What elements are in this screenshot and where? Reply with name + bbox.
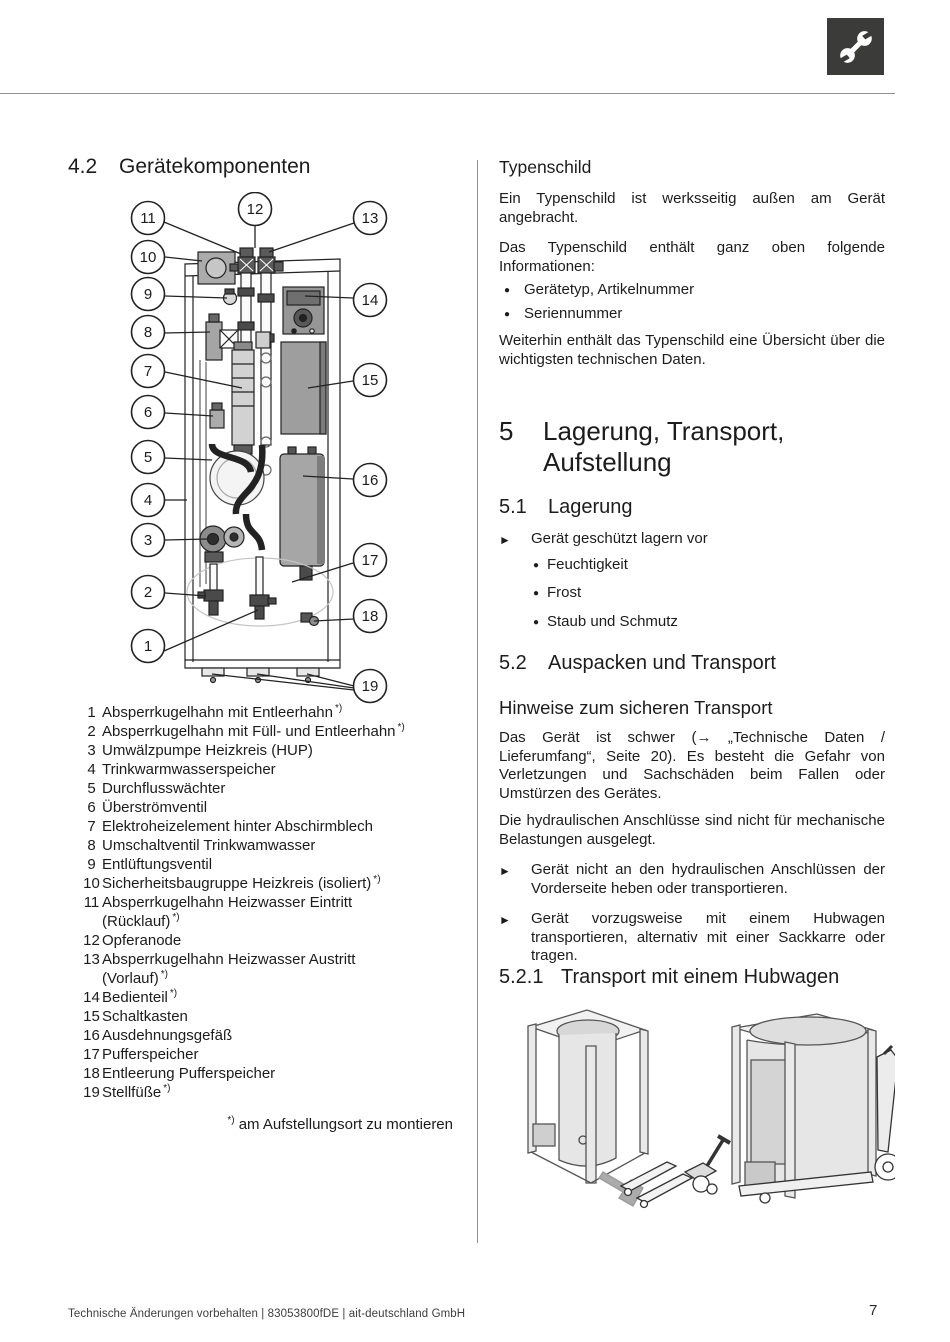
callout-number: 7	[143, 363, 153, 381]
bullet-item: ● Feuchtigkeit	[533, 556, 628, 573]
section-5-2-number: 5.2	[499, 652, 527, 674]
callout-number: 3	[143, 532, 153, 550]
legend-item: 9 Entlüftungsventil	[87, 856, 213, 873]
bullet-item: ● Gerätetyp, Artikelnummer	[504, 281, 695, 298]
callout-number: 4	[143, 492, 153, 510]
section-5-2-title: Auspacken und Transport	[548, 652, 776, 674]
bullet-item: ● Staub und Schmutz	[533, 612, 678, 630]
column-divider	[477, 160, 478, 1243]
legend-item: 10 Sicherheitsbaugruppe Heizkreis (isoliert) *)	[83, 874, 381, 892]
callout-number: 13	[361, 210, 379, 228]
section-5-1-title: Lagerung	[548, 496, 633, 518]
section-5-1-heading	[499, 496, 633, 519]
callout-number: 2	[143, 584, 153, 602]
typenschild-p2: Das Typenschild enthält ganz oben folgende Informationen:	[499, 239, 885, 275]
callout-number: 17	[361, 552, 379, 570]
callout-number: 8	[143, 324, 153, 342]
section-5-number: 5	[499, 416, 514, 446]
typenschild-p3: Weiterhin enthält das Typenschild eine Übersicht über die wichtigsten technischen Daten.	[499, 332, 885, 368]
callout-number: 1	[143, 638, 153, 656]
callout-number: 15	[361, 372, 379, 390]
legend-item: 18 Entleerung Pufferspeicher	[83, 1065, 276, 1082]
section-5-1-number: 5.1	[499, 496, 527, 518]
callout-number: 6	[143, 404, 153, 422]
callout-number: 14	[361, 292, 379, 310]
transport-p2: Die hydraulischen Anschlüsse sind nicht für mechanische Belastungen ausgelegt.	[499, 812, 885, 848]
callout-number: 9	[143, 286, 153, 304]
section-5-2-1-number: 5.2.1	[499, 966, 544, 988]
callout-number: 11	[140, 210, 156, 228]
arrow-bullet-icon: ►	[499, 533, 511, 547]
callout-number: 5	[143, 449, 153, 467]
typenschild-heading: Typenschild	[499, 157, 592, 177]
footer-text: Technische Änderungen vorbehalten | 83053800fDE | ait-deutschland GmbH	[68, 1308, 466, 1320]
callout-number: 12	[246, 201, 264, 219]
section-5-2-1-title: Transport mit einem Hubwagen	[561, 966, 840, 988]
storage-action: ► Gerät geschützt lagern vor	[499, 530, 885, 550]
callout-number: 16	[361, 472, 379, 490]
legend-item: 8 Umschaltventil Trinkwamwasser	[87, 837, 316, 854]
legend-item: 19 Stellfüße *)	[83, 1083, 171, 1101]
section-5-2-1-heading	[499, 966, 839, 989]
legend-item: 17 Pufferspeicher	[83, 1046, 199, 1063]
legend-item: 3 Umwälzpumpe Heizkreis (HUP)	[87, 742, 313, 759]
callout-number: 18	[361, 608, 379, 626]
callout-number: 19	[361, 678, 379, 696]
footnote-text: am Aufstellungsort zu montieren	[238, 1116, 453, 1133]
storage-bullets	[533, 556, 873, 641]
legend-item: 14 Bedienteil *)	[83, 988, 178, 1006]
legend-item: 4 Trinkwarmwasserspeicher	[87, 761, 276, 778]
legend-footnote	[68, 1116, 453, 1133]
typenschild-bullets	[499, 281, 879, 330]
transport-action: ► Gerät vorzugsweise mit einem Hubwagen transportieren, alternativ mit einer Sackkarre oder tragen.	[499, 910, 885, 965]
section-5-2-heading	[499, 652, 776, 675]
typenschild-p1: Ein Typenschild ist werksseitig außen am Gerät angebracht.	[499, 190, 885, 226]
legend-item: 13 Absperrkugelhahn Heizwasser Austritt (Vorlauf) *)	[83, 951, 356, 987]
legend-list	[83, 703, 455, 1102]
legend-item: 12 Opferanode	[83, 932, 182, 949]
page-number: 7	[869, 1302, 878, 1319]
legend-item: 11 Absperrkugelhahn Heizwasser Eintritt (Rücklauf) *)	[83, 894, 353, 930]
hubwagen-illustration	[503, 1002, 895, 1220]
legend-item: 2 Absperrkugelhahn mit Füll- und Entleerhahn *)	[87, 722, 405, 740]
bullet-item: ● Frost	[533, 584, 582, 602]
legend-item: 1 Absperrkugelhahn mit Entleerhahn *)	[87, 703, 343, 721]
legend-item: 16 Ausdehnungsgefäß	[83, 1027, 233, 1044]
footnote-marker: *)	[227, 1115, 235, 1126]
transport-actions	[499, 861, 885, 978]
crate-and-truck-left	[528, 1010, 730, 1208]
legend-item: 7 Elektroheizelement hinter Abschirmblech	[87, 818, 373, 835]
section-5-heading	[499, 416, 805, 478]
legend-item: 5 Durchflusswächter	[87, 780, 226, 797]
section-title: Gerätekomponenten	[119, 155, 311, 178]
section-number: 4.2	[68, 155, 98, 178]
component-diagram	[60, 192, 460, 722]
transport-subheading: Hinweise zum sicheren Transport	[499, 697, 773, 718]
callout-number: 10	[139, 249, 157, 267]
legend-item: 15 Schaltkasten	[83, 1008, 188, 1025]
bullet-item: ● Seriennummer	[504, 305, 623, 323]
transport-action: ► Gerät nicht an den hydraulischen Anschlüssen der Vorderseite heben oder transportieren.	[499, 861, 885, 897]
transport-p1: Das Gerät ist schwer (→ „Technische Daten / Lieferumfang“, Seite 20). Es besteht die Gefahr von Verletzungen und Sachschäden beim Fallen oder Umstürzen des Gerätes.	[499, 729, 885, 802]
crate-and-truck-right	[732, 1014, 895, 1203]
legend-item: 6 Überströmventil	[87, 799, 208, 816]
section-5-title: Lagerung, Transport, Aufstellung	[543, 416, 785, 477]
section-4-2-heading	[68, 155, 455, 179]
